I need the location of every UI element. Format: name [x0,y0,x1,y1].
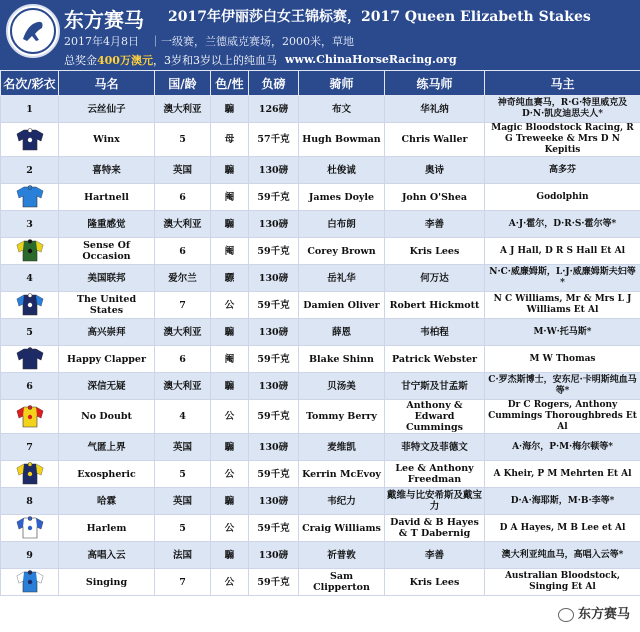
trainer: 李善 [385,542,485,569]
col-origin: 国/龄 [155,71,211,96]
weight: 59千克 [249,461,299,488]
table-row [1,96,640,123]
jockey: Blake Shinn [299,346,385,373]
weight: 59千克 [249,292,299,319]
owner: N C Williams, Mr & Mrs L J Williams Et Al [485,292,640,319]
race-info: 2017年4月8日 ｜一级赛，兰德威克赛场，2000米，草地 [64,35,354,48]
jockey: 麦维凯 [299,434,385,461]
table-row [1,542,640,569]
weight: 126磅 [249,96,299,123]
horse-name: 哈霖 [59,488,155,515]
weight: 130磅 [249,542,299,569]
trainer: 菲特文及菲德文 [385,434,485,461]
weight: 130磅 [249,157,299,184]
jockey-silks-icon [1,238,59,265]
weight: 130磅 [249,319,299,346]
origin-age: 澳大利亚 [155,319,211,346]
table-row [1,434,640,461]
horse-name: 喜特来 [59,157,155,184]
origin-age: 7 [155,569,211,596]
place-cell: 8 [1,488,59,515]
origin-age: 爱尔兰 [155,265,211,292]
table-row [1,319,640,346]
website-link[interactable]: www.ChinaHorseRacing.org [285,53,457,66]
color-sex: 公 [211,569,249,596]
color-sex: 公 [211,461,249,488]
weight: 130磅 [249,434,299,461]
table-row [1,346,640,373]
jockey: Sam Clipperton [299,569,385,596]
color-sex: 騸 [211,319,249,346]
jockey: 韦纪力 [299,488,385,515]
table-row [1,569,640,596]
color-sex: 騸 [211,96,249,123]
horse-name: 隆重感觉 [59,211,155,238]
jockey: Corey Brown [299,238,385,265]
horse-name: 高兴崇拜 [59,319,155,346]
owner: D A Hayes, M B Lee et Al [485,515,640,542]
table-row [1,211,640,238]
trainer: Chris Waller [385,123,485,157]
origin-age: 澳大利亚 [155,96,211,123]
horse-name: 云丝仙子 [59,96,155,123]
origin-age: 4 [155,400,211,434]
weight: 59千克 [249,569,299,596]
color-sex: 阉 [211,184,249,211]
color-sex: 公 [211,515,249,542]
trainer: 甘宁斯及甘孟斯 [385,373,485,400]
jockey: 贝汤美 [299,373,385,400]
horse-name: 美国联邦 [59,265,155,292]
place-cell: 1 [1,96,59,123]
origin-age: 澳大利亚 [155,211,211,238]
color-sex: 騸 [211,434,249,461]
horse-name: 深信无疑 [59,373,155,400]
origin-age: 6 [155,238,211,265]
watermark [558,603,630,622]
owner: Magic Bloodstock Racing, R G Treweeke & Mrs D N Kepitis [485,123,640,157]
horse-name: No Doubt [59,400,155,434]
jockey: Damien Oliver [299,292,385,319]
owner: A·J·霍尔，D·R·S·霍尔等* [485,211,640,238]
owner: N·C·威廉姆斯，L·J·威廉姆斯夫妇等* [485,265,640,292]
trainer: Lee & Anthony Freedman [385,461,485,488]
jockey-silks-icon [1,400,59,434]
owner: D·A·海耶斯，M·B·李等* [485,488,640,515]
results-table [0,70,640,596]
col-sex: 色/性 [211,71,249,96]
trainer: Patrick Webster [385,346,485,373]
jockey: 薛恩 [299,319,385,346]
table-row [1,373,640,400]
owner: A Kheir, P M Mehrten Et Al [485,461,640,488]
weight: 59千克 [249,238,299,265]
origin-age: 英国 [155,488,211,515]
horse-name: Sense Of Occasion [59,238,155,265]
jockey-silks-icon [1,292,59,319]
jockey-silks-icon [1,569,59,596]
horse-name: Winx [59,123,155,157]
color-sex: 騸 [211,542,249,569]
owner: C·罗杰斯博士，安东尼·卡明斯纯血马等* [485,373,640,400]
jockey: James Doyle [299,184,385,211]
trainer: 戴维与比安希斯及戴宝力 [385,488,485,515]
color-sex: 騸 [211,488,249,515]
race-title: 2017年伊丽莎白女王锦标赛，2017 Queen Elizabeth Stakes [168,9,591,25]
horse-name: Singing [59,569,155,596]
jockey: 杜俊诚 [299,157,385,184]
origin-age: 法国 [155,542,211,569]
table-row [1,400,640,434]
table-row [1,488,640,515]
owner: Australian Bloodstock, Singing Et Al [485,569,640,596]
table-row [1,265,640,292]
trainer: Kris Lees [385,238,485,265]
origin-age: 7 [155,292,211,319]
origin-age: 英国 [155,434,211,461]
horse-name: Harlem [59,515,155,542]
jockey: 岳礼华 [299,265,385,292]
weight: 59千克 [249,346,299,373]
color-sex: 騸 [211,211,249,238]
place-cell: 2 [1,157,59,184]
owner: 神奇纯血赛马，R·G·特里威克及D·N·凯皮迪思夫人* [485,96,640,123]
origin-age: 5 [155,461,211,488]
owner: Godolphin [485,184,640,211]
jockey: Craig Williams [299,515,385,542]
origin-age: 5 [155,123,211,157]
table-row [1,292,640,319]
table-row [1,157,640,184]
prize-prefix: 总奖金 [64,54,97,67]
results-body [1,96,640,596]
origin-age: 5 [155,515,211,542]
jockey: Hugh Bowman [299,123,385,157]
trainer: Anthony & Edward Cummings [385,400,485,434]
place-cell: 9 [1,542,59,569]
trainer: John O'Shea [385,184,485,211]
place-cell: 4 [1,265,59,292]
jockey: 布文 [299,96,385,123]
club-logo [6,4,60,58]
table-row [1,461,640,488]
weight: 57千克 [249,123,299,157]
owner: 澳大利亚纯血马，高唱入云等* [485,542,640,569]
place-cell: 7 [1,434,59,461]
trainer: Kris Lees [385,569,485,596]
jockey-silks-icon [1,515,59,542]
color-sex: 騸 [211,373,249,400]
col-owner: 马主 [485,71,640,96]
header-banner [0,0,640,70]
col-place: 名次/彩衣 [1,71,59,96]
weight: 130磅 [249,211,299,238]
horse-name: Exospheric [59,461,155,488]
weight: 130磅 [249,488,299,515]
weight: 59千克 [249,184,299,211]
col-weight: 负磅 [249,71,299,96]
trainer: 李善 [385,211,485,238]
watermark-text: 东方赛马 [577,607,630,622]
color-sex: 騸 [211,157,249,184]
weight: 59千克 [249,515,299,542]
origin-age: 澳大利亚 [155,373,211,400]
brand-name: 东方赛马 [64,8,144,32]
origin-age: 6 [155,184,211,211]
place-cell: 6 [1,373,59,400]
jockey-silks-icon [1,346,59,373]
trainer: 华礼纳 [385,96,485,123]
horse-name: Hartnell [59,184,155,211]
prize-amount: 400万澳元 [97,54,153,67]
trainer: Robert Hickmott [385,292,485,319]
owner: M W Thomas [485,346,640,373]
owner: A J Hall, D R S Hall Et Al [485,238,640,265]
col-horse: 马名 [59,71,155,96]
color-sex: 阉 [211,346,249,373]
owner: Dr C Rogers, Anthony Cummings Thoroughbreds Et Al [485,400,640,434]
trainer: 何万达 [385,265,485,292]
table-row [1,515,640,542]
jockey-silks-icon [1,184,59,211]
owner: M·W·托马斯* [485,319,640,346]
place-cell: 3 [1,211,59,238]
origin-age: 英国 [155,157,211,184]
jockey: Tommy Berry [299,400,385,434]
prize-suffix: ，3岁和3岁以上的纯血马 [152,54,277,67]
place-cell: 5 [1,319,59,346]
owner: A·海尔，P·M·梅尔顿等* [485,434,640,461]
jockey: 白布朗 [299,211,385,238]
table-row [1,123,640,157]
jockey-silks-icon [1,461,59,488]
trainer: David & B Hayes & T Dabernig [385,515,485,542]
table-row [1,184,640,211]
horse-name: The United States [59,292,155,319]
trainer: 奥诗 [385,157,485,184]
jockey: Kerrin McEvoy [299,461,385,488]
trainer: 韦柏程 [385,319,485,346]
table-row [1,238,640,265]
color-sex: 公 [211,292,249,319]
horse-name: 气匿上界 [59,434,155,461]
prize-line [64,52,277,68]
weight: 130磅 [249,265,299,292]
color-sex: 驃 [211,265,249,292]
weight: 59千克 [249,400,299,434]
horse-name: Happy Clapper [59,346,155,373]
weight: 130磅 [249,373,299,400]
jockey-silks-icon [1,123,59,157]
color-sex: 母 [211,123,249,157]
origin-age: 6 [155,346,211,373]
owner: 高多芬 [485,157,640,184]
col-jockey: 骑师 [299,71,385,96]
horse-name: 高唱入云 [59,542,155,569]
wechat-icon [558,608,574,622]
color-sex: 公 [211,400,249,434]
col-trainer: 练马师 [385,71,485,96]
color-sex: 阉 [211,238,249,265]
jockey: 祈普敦 [299,542,385,569]
